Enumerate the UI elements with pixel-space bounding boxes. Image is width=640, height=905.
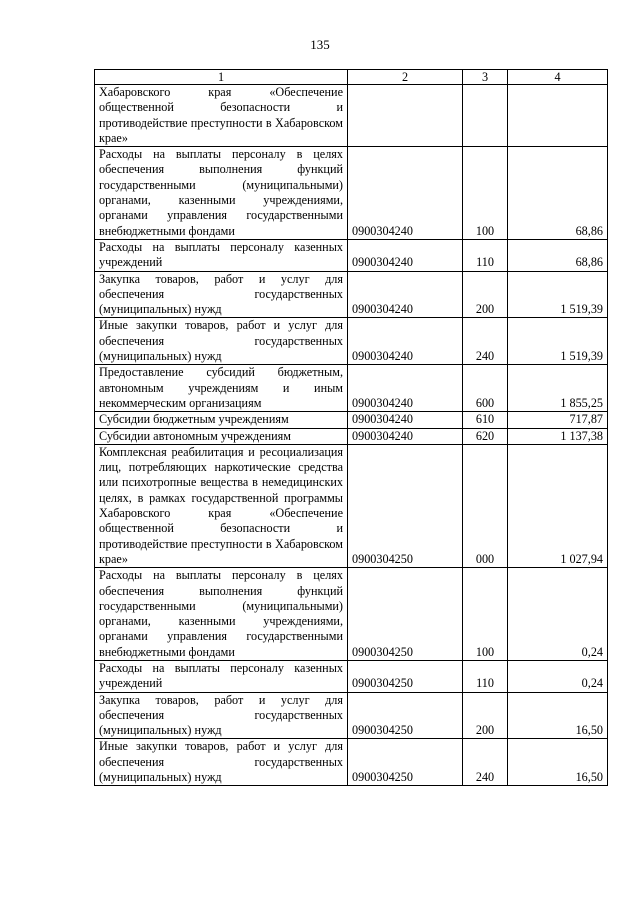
table-row <box>95 444 608 567</box>
table-row <box>95 428 608 444</box>
row-type <box>463 85 508 147</box>
row-code: 0900304250 <box>348 568 463 661</box>
page-number: 135 <box>310 37 330 52</box>
row-code: 0900304250 <box>348 739 463 786</box>
row-name: Расходы на выплаты персоналу в целях обеспечения выполнения функций государственными (муниципальными) органами, казенными учреждениями, органами управления государственными внебюджетными фондами <box>95 147 348 240</box>
row-type: 610 <box>463 412 508 428</box>
row-amount: 1 137,38 <box>508 428 608 444</box>
row-type: 200 <box>463 271 508 318</box>
row-amount: 1 855,25 <box>508 365 608 412</box>
column-header-code: 2 <box>348 70 463 85</box>
row-type: 110 <box>463 239 508 271</box>
row-code: 0900304240 <box>348 365 463 412</box>
row-name: Расходы на выплаты персоналу казенных учреждений <box>95 239 348 271</box>
table-row <box>95 239 608 271</box>
row-name: Иные закупки товаров, работ и услуг для обеспечения государственных (муниципальных) нужд <box>95 318 348 365</box>
row-type: 100 <box>463 568 508 661</box>
row-type: 600 <box>463 365 508 412</box>
table-row <box>95 365 608 412</box>
row-name: Предоставление субсидий бюджетным, автономным учреждениям и иным некоммерческим организациям <box>95 365 348 412</box>
row-name: Субсидии бюджетным учреждениям <box>95 412 348 428</box>
row-amount: 717,87 <box>508 412 608 428</box>
row-type: 240 <box>463 318 508 365</box>
row-name: Комплексная реабилитация и ресоциализация лиц, потребляющих наркотические средства или психотропные вещества в немедицинских целях, в рамках государственной программы Хабаровского края «Обеспечение общественной безопасности и противодействие преступности в Хабаровском крае» <box>95 444 348 567</box>
row-type: 000 <box>463 444 508 567</box>
row-code <box>348 85 463 147</box>
column-header-type: 3 <box>463 70 508 85</box>
table-header-row <box>95 70 608 85</box>
row-code: 0900304240 <box>348 271 463 318</box>
table-row <box>95 271 608 318</box>
row-amount: 68,86 <box>508 147 608 240</box>
table-row <box>95 660 608 692</box>
table-row <box>95 318 608 365</box>
row-amount: 1 519,39 <box>508 271 608 318</box>
row-code: 0900304250 <box>348 660 463 692</box>
table-row <box>95 692 608 739</box>
row-type: 100 <box>463 147 508 240</box>
column-header-amount: 4 <box>508 70 608 85</box>
row-amount: 0,24 <box>508 568 608 661</box>
table-row <box>95 412 608 428</box>
row-code: 0900304240 <box>348 318 463 365</box>
row-code: 0900304250 <box>348 692 463 739</box>
row-type: 240 <box>463 739 508 786</box>
row-name: Субсидии автономным учреждениям <box>95 428 348 444</box>
row-name: Закупка товаров, работ и услуг для обеспечения государственных (муниципальных) нужд <box>95 692 348 739</box>
row-code: 0900304250 <box>348 444 463 567</box>
row-type: 620 <box>463 428 508 444</box>
row-code: 0900304240 <box>348 147 463 240</box>
row-name: Расходы на выплаты персоналу в целях обеспечения выполнения функций государственными (муниципальными) органами, казенными учреждениями, органами управления государственными внебюджетными фондами <box>95 568 348 661</box>
row-amount: 0,24 <box>508 660 608 692</box>
row-amount: 16,50 <box>508 692 608 739</box>
row-name: Расходы на выплаты персоналу казенных учреждений <box>95 660 348 692</box>
row-code: 0900304240 <box>348 412 463 428</box>
table-row <box>95 147 608 240</box>
row-name: Закупка товаров, работ и услуг для обеспечения государственных (муниципальных) нужд <box>95 271 348 318</box>
budget-table <box>94 69 608 786</box>
row-code: 0900304240 <box>348 428 463 444</box>
row-amount <box>508 85 608 147</box>
table-row <box>95 568 608 661</box>
row-amount: 16,50 <box>508 739 608 786</box>
column-header-name: 1 <box>95 70 348 85</box>
table-row <box>95 85 608 147</box>
row-name: Иные закупки товаров, работ и услуг для обеспечения государственных (муниципальных) нужд <box>95 739 348 786</box>
row-type: 110 <box>463 660 508 692</box>
row-amount: 1 027,94 <box>508 444 608 567</box>
row-code: 0900304240 <box>348 239 463 271</box>
table-row <box>95 739 608 786</box>
row-type: 200 <box>463 692 508 739</box>
row-name: Хабаровского края «Обеспечение общественной безопасности и противодействие преступности в Хабаровском крае» <box>95 85 348 147</box>
row-amount: 68,86 <box>508 239 608 271</box>
row-amount: 1 519,39 <box>508 318 608 365</box>
